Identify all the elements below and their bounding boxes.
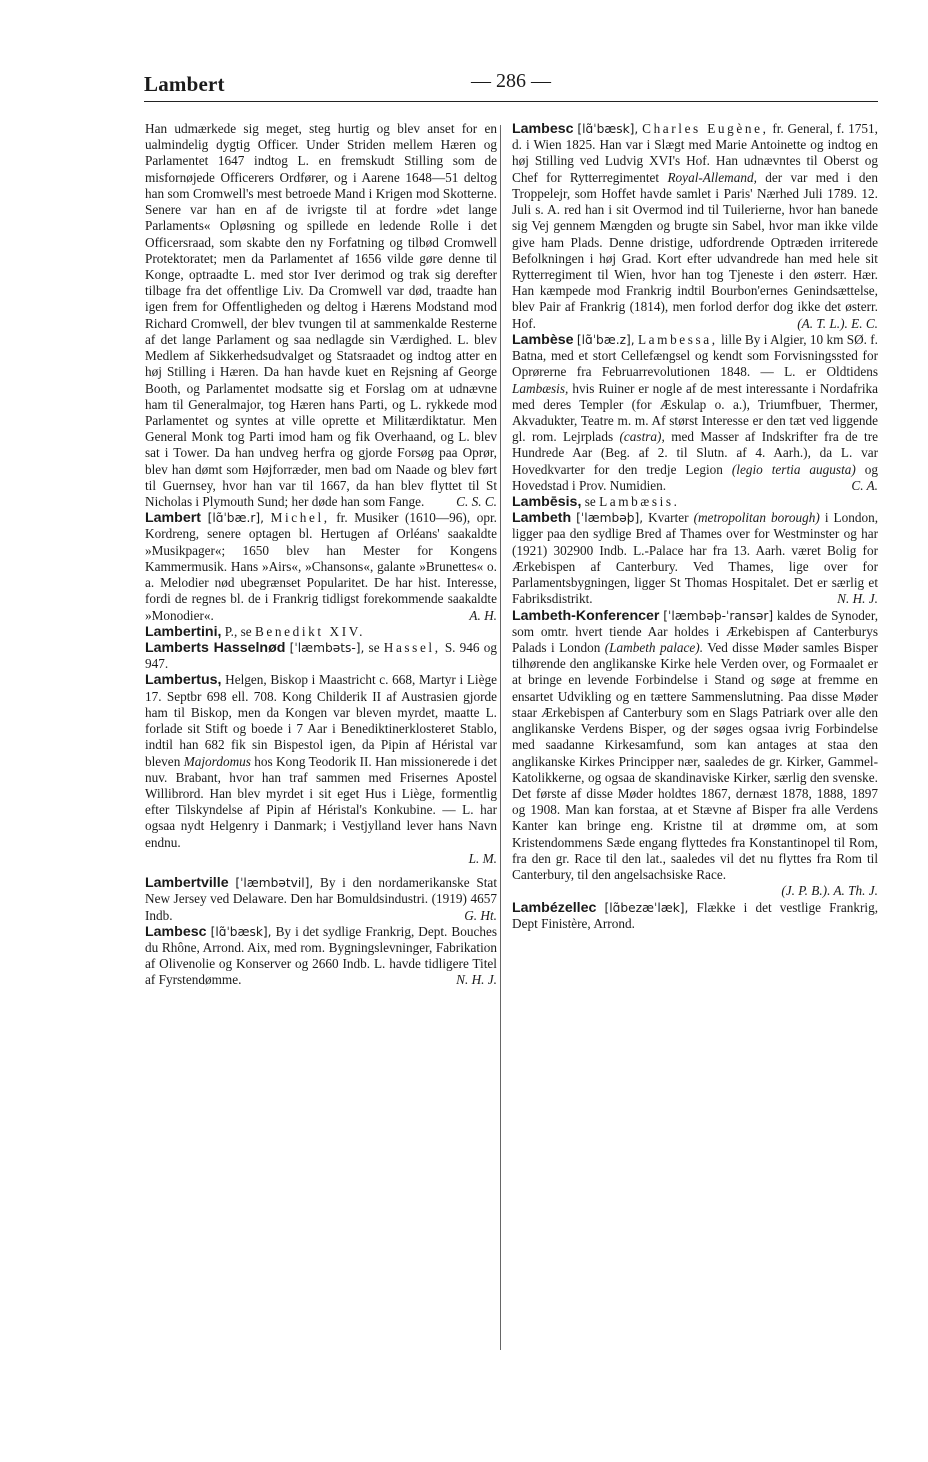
cross-reference: Lambæsis. (599, 494, 680, 510)
cross-reference: Hassel, (383, 640, 441, 655)
author-signature: L. M. (468, 850, 497, 866)
entry-lambert-michel (145, 510, 497, 624)
entry-lambeth-konferencer (512, 608, 878, 900)
spacer (145, 867, 497, 875)
author-signature: N. H. J. (837, 591, 878, 607)
entry-text: se (368, 640, 380, 655)
entry-headword: Lambèse (512, 331, 574, 348)
page-header (144, 70, 878, 102)
entry-text-tail: der var med i den Troppelejr, som Hoffet havde samlet i Paris' Nærhed Juli 1789. 12. Juli s. A. red han i sit Overmod ind til Tuilerierne, hvor han banede sig Vej gennem Mængden og brugte sin Sabel, hvor man ikke vilde give ham Plads. Denne dristige, udfordrende Optræden irriterede Befolkningen i høj Grad. Kort efter udvandrede han med hele sit Rytterregiment til Wien, hvor han tog Tjeneste i den østerr. Hær. Han kæmpede mod Frankrig indtil Bourbon'ernes Genindsættelse, blev Pair af Frankrig (1814), men forlod derfor dog ikke det østerr. Hof. (512, 169, 879, 331)
entry-name: Charles Eugène, (642, 121, 769, 136)
italic-term: Royal-Allemand, (667, 169, 757, 185)
entry-text: Kvarter (648, 510, 689, 526)
column-divider (500, 125, 501, 1350)
italic-term: (castra), (619, 429, 665, 445)
entry-headword: Lambert (145, 510, 201, 527)
entry-lambertini (145, 624, 497, 640)
entry-lambertville (145, 875, 497, 924)
entry-text-tail: Ved disse Møder samles Bisper tilhørende den anglikanske Kirke hele Verden over, og Formaalet er at bringe en levende Forbindelse i Stand og søge at fremme en ensartet Udvikling og en tættere Sammenslutning. Paa disse Møder staar Ærkebispen af Canterbury som en Slags Patriark over alle den anglikanske Verdens Bisper, og der søges ogsaa ivrig Forbindelse med saadanne Kirkesamfund, som kan antages at staa den anglikanske Kirkes Principper nær, saaledes de gr. Kirker, Gammel-Katolikkerne, og ogsaa de skandinaviske Kirker, særlig den svenske. Det første af disse Møder holdtes 1867, dernæst 1878, 1888, 1897 og 1908. Man kan forstaa, at et Stævne af Bisper fra alle Verdens Kanter kan bringe eng. Kristne til at drømme om, at som Kristendommens Sæde engang flyttedes fra Konstantinopel til Rom, fra den gr. Race til den lat., saaledes vil det nu flyttes fra Rom til Canterbury, til den angelsachsiske Race. (512, 640, 878, 883)
entry-lambesc-town (145, 924, 497, 989)
entry-text: P., se (224, 623, 252, 639)
author-signature: A. H. (469, 607, 497, 623)
italic-term: Lambæsis, (512, 380, 569, 396)
entry-lambese (512, 332, 878, 494)
entry-text: se (584, 494, 596, 510)
entry-lambert-john-continued (145, 121, 497, 510)
entry-headword: Lambēsis, (512, 494, 582, 511)
right-column (512, 121, 878, 932)
entry-name: Lambessa, (637, 331, 718, 347)
page-number: — 286 — (471, 70, 551, 92)
entry-headword: Lambézellec (512, 899, 597, 916)
entry-headword: Lambeth-Konferencer (512, 607, 660, 624)
author-signature: G. Ht. (464, 907, 497, 923)
entry-text-part: med Masser af Indskrifter fra de tre Hundrede Aar (Beg. af 2. til Slutn. af 4. Aarh.), da L. var Hovedkvarter for den tredje Legion (512, 429, 879, 477)
pronunciation: [lɑ̃ˈbæ.z], (576, 332, 635, 347)
pronunciation: [lɑ̃ˈbæ.r], (207, 511, 265, 526)
italic-term: (legio tertia augusta) (731, 461, 856, 477)
entry-text-tail: i London, ligger paa den sydlige Bred af Thames over for Westminster og har (1921) 302900 Indb. L.-Palace har fra 13. Aarh. været Bolig for Ærkebispen af Canterbury. Ved Thames, lige over for Parlamentsbygningen, ligger St Thomas Hospitalet. Det er særlig et Fabriksdistrikt. (512, 510, 879, 607)
entry-headword: Lambesc (512, 121, 574, 137)
entry-lambesc-charles (512, 121, 878, 332)
pronunciation: [lɑ̃bezæˈlæk], (604, 900, 689, 915)
entry-text: lille By i Algier, 10 km SØ. f. Batna, med et stort Cellefængsel og kendt som Forvisningssted for Oprørerne fra Februarrevolutionen 1848. — L. er Oldtidens (512, 331, 878, 380)
entry-headword: Lambeth (512, 510, 572, 527)
author-signature: (J. P. B.). A. Th. J. (781, 883, 878, 899)
cross-reference: Benedikt XIV. (254, 623, 366, 639)
author-signature: (A. T. L.). E. C. (797, 315, 878, 331)
entry-text: fr. Musiker (1610—96), opr. Kordreng, senere optagen bl. Hertugen af Orléans' saakaldte »Musikpager«; 1650 blev han Mester for Kongens Kammermusik. Hans »Airs«, »Chansons«, galante »Brunettes« o. a. Melodier nød ubegrænset Popularitet. De har hist. Interesse, fordi de regnes bl. de i Frankrig tidligst forekommende saakaldte »Monodier«. (145, 510, 497, 623)
pronunciation: [ˈlæmbəþ-ˈransər] (663, 608, 774, 623)
entry-text-tail: hos Kong Teodorik II. Han missionerede i det nuv. Brabant, hvor han traf sammen med Frisernes Apostel Willibrord. Han blev myrdet i sit eget Hus i Liège, formentlig efter Tilskyndelse af Pipin af Héristal's Konkubine. — L. har ogsaa nydt Helgenry i Danmark; i Vestjylland lever hans Navn endnu. (145, 753, 498, 850)
running-head: Lambert (144, 72, 225, 96)
header-rule (144, 101, 878, 102)
entry-headword: Lambertini, (145, 623, 222, 640)
entry-name: Michel, (270, 510, 330, 526)
pronunciation: [ˈlæmbəþ], (576, 511, 644, 526)
pronunciation: [ˈlæmbətvil], (235, 876, 314, 891)
entry-lambezellec (512, 900, 878, 932)
entry-text: kaldes de Synoder, som omtr. hvert tiende Aar holdes i Ærkebispen af Canterburys Palads i London (512, 607, 879, 655)
left-column (145, 121, 497, 989)
italic-term: (Lambeth palace). (604, 640, 704, 655)
entry-lamberts-hasselnod (145, 640, 497, 672)
entry-text-tail: S. 946 og 947. (145, 640, 497, 672)
entry-lambertus (145, 672, 497, 867)
pronunciation: [lɑ̃ˈbæsk], (210, 924, 272, 939)
entry-headword: Lambesc (145, 923, 207, 940)
author-signature: C. S. C. (456, 494, 497, 510)
pronunciation: [lɑ̃ˈbæsk], (577, 122, 639, 136)
author-signature: C. A. (851, 477, 878, 493)
entry-text-tail: og Hovedstad i Prov. Numidien. (512, 461, 878, 493)
entry-text: By i den nordamerikanske Stat New Jersey ved Delaware. Den har Bomuldsindustri. (1919) 4657 Indb. (145, 875, 497, 923)
entry-text-part: hvis Ruiner er nogle af de mest interessante i Nordafrika med deres Templer (for Æskulap o. a.), Triumfbuer, Thermer, Akvadukter, Teatre m. m. Af størst Interesse er den tæt ved liggende gl. rom. Lejrplads (512, 380, 878, 445)
italic-term: (metropolitan borough) (693, 510, 820, 526)
author-signature: N. H. J. (456, 972, 497, 988)
entry-text: Helgen, Biskop i Maastricht c. 668, Martyr i Liège 17. Septbr 698 ell. 708. Kong Childerik II af Austrasien gjorde ham til Biskop, men da Kongen var bleven myrdet, maatte L. forlade sit Stift og boede i 7 Aar i Benediktinerklosteret Stablo, indtil han 682 fik sin Bispestol igen, da Pipin af Héristal var bleven (145, 672, 497, 769)
entry-headword: Lambertus, (145, 672, 222, 689)
entry-headword: Lamberts Hasselnød (145, 640, 286, 656)
entry-text: By i det sydlige Frankrig, Dept. Bouches du Rhône, Arrond. Aix, med rom. Bygningslevninger, Fabrikation af Olivenolie og Konserver og 2660 Indb. L. havde tidligere Titel af Fyrstendømme. (145, 923, 498, 988)
entry-text: Flække i det vestlige Frankrig, Dept Finistère, Arrond. (512, 899, 879, 931)
pronunciation: [ˈlæmbəts-], (289, 641, 365, 655)
italic-term: Majordomus (183, 753, 251, 769)
entry-lambeth (512, 510, 878, 607)
entry-text: Han udmærkede sig meget, steg hurtig og blev anset for en ualmindelig dygtig Officer. Under Striden mellem Hæren og Parlamentet 1647 indtog L. en fremskudt Stilling som de misfornøjede Officerers Ordfører, og i Aarene 1648—51 deltog han som Cromwell's mest betroede Mand i Krigen mod Skotterne. Senere var han en af de ivrigste til at fordre »det lange Parlaments« Opløsning og spillede en ledende Rolle i det Officersraad, som skabte den ny Forfatning og tilbød Cromwell Protektoratet; men da Parlamentet af 1656 vilde gøre denne til Konge, optraadte L. med stor Iver derimod og trak sig derefter tilbage fra det offentlige Liv. Da Cromwell var død, traadte han igen frem for Offentligheden og deltog i Hærens Modstand mod Richard Cromwell, der blev tvungen til at sammenkalde Resterne af det lange Parlament og saa nedlagde sin Værdighed. L. blev Medlem af Sikkerhedsudvalget og Statsraadet og indtog atter en høj Stilling i Hæren. Da han havde kuet en Rejsning af George Booth, og Parlamentet modsatte sig et Forslag om at udnævne ham til Generalmajor, tog Hæren hans Parti, og L. rykkede mod Parlamentet og syntes at ville oprette et Militærdiktatur. Men General Monk tog Parti imod ham og fik Overhaand, og L. blev sat i Tower. Da han undveg herfra og gjorde Forsøg paa Oprør, blev han dømt som Højforræder, men bad om Naade og blev ført til Guernsey, hvor han var til 1667, da han blev flyttet til St Nicholas i Plymouth Sund; her døde han som Fange. (145, 121, 497, 510)
entry-headword: Lambertville (145, 875, 229, 892)
entry-lambesis (512, 494, 878, 510)
entry-text: fr. General, f. 1751, d. i Wien 1825. Han var i Slægt med Marie Antoinette og indtog en høj Stilling ved Ludvig XVI's Hof. Han udnævntes til Oberst og Chef for Rytterregimentet (512, 121, 878, 185)
